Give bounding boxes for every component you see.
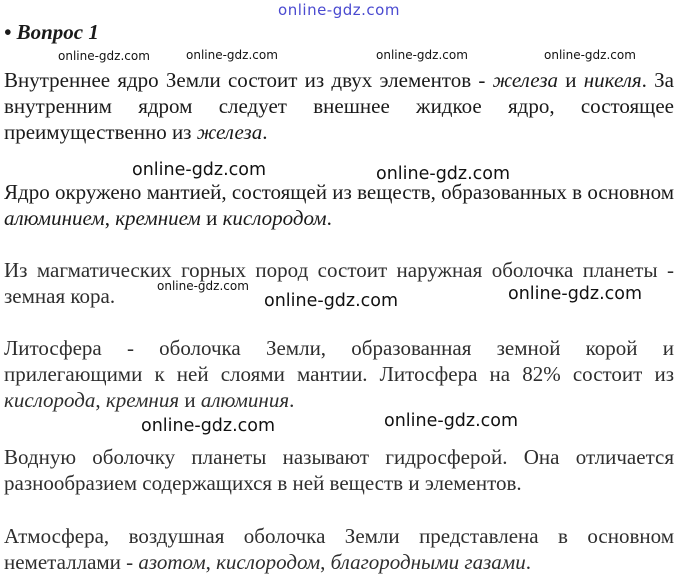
text-span: . — [289, 388, 295, 412]
italic-term: алюминия — [200, 388, 290, 412]
watermark: online-gdz.com — [186, 48, 278, 62]
text-span: , — [104, 206, 116, 230]
text-span: и — [179, 388, 201, 412]
text-span: и — [200, 206, 223, 230]
text-span: . — [262, 120, 268, 144]
italic-term: кремнием — [115, 206, 201, 230]
text-span: Из магматических горных пород состоит наружная оболочка планеты - земная кора. — [4, 258, 674, 308]
italic-term: кислородом — [216, 550, 321, 574]
text-span: , — [320, 550, 331, 574]
italic-term: кислорода — [4, 388, 96, 412]
text-span: . — [326, 206, 332, 230]
watermark: online-gdz.com — [157, 279, 249, 293]
text-span: Литосфера - оболочка Земли, образованная земной корой и прилегающими к ней слоями мантии. Литосфера на 82% состоит из — [4, 336, 674, 386]
watermark: online-gdz.com — [376, 48, 468, 62]
text-span: Ядро окружено мантией, состоящей из веществ, образованных в основном — [4, 180, 674, 204]
italic-term: железа — [492, 68, 559, 92]
watermark: online-gdz.com — [132, 160, 267, 180]
paragraph-lithosphere — [4, 335, 674, 413]
italic-term: благородными газами — [330, 550, 526, 574]
italic-term: железа — [196, 120, 263, 144]
italic-term: азотом — [138, 550, 206, 574]
watermark: online-gdz.com — [264, 291, 399, 311]
watermark: online-gdz.com — [376, 164, 511, 184]
text-span: , — [205, 550, 217, 574]
heading-text: Вопрос 1 — [16, 20, 99, 44]
watermark: online-gdz.com — [544, 48, 636, 62]
italic-term: алюминием — [4, 206, 105, 230]
text-span: . За внутренним ядром следует внешнее жидкое ядро, состоящее преимущественно из — [4, 68, 674, 144]
italic-term: кремния — [105, 388, 180, 412]
question-heading — [4, 20, 99, 45]
watermark: online-gdz.com — [141, 416, 276, 436]
watermark: online-gdz.com — [58, 49, 150, 63]
italic-term: кислородом — [222, 206, 327, 230]
paragraph-inner-core — [4, 67, 674, 145]
paragraph-hydrosphere — [4, 444, 674, 496]
text-span: . — [525, 550, 531, 574]
text-span: и — [558, 68, 584, 92]
text-span: Водную оболочку планеты называют гидросферой. Она отличается разнообразием содержащихся в ней веществ и элементов. — [4, 445, 674, 495]
paragraph-mantle — [4, 179, 674, 231]
watermark-top: online-gdz.com — [278, 1, 400, 19]
paragraph-atmosphere — [4, 523, 674, 575]
heading-bullet: • — [4, 20, 12, 44]
watermark: online-gdz.com — [508, 284, 643, 304]
text-span: Атмосфера, воздушная оболочка Земли представлена в основном неметаллами - — [4, 524, 674, 574]
text-span: Внутреннее ядро Земли состоит из двух элементов - — [4, 68, 493, 92]
watermark: online-gdz.com — [384, 411, 519, 431]
italic-term: никеля — [583, 68, 642, 92]
text-span: , — [95, 388, 106, 412]
